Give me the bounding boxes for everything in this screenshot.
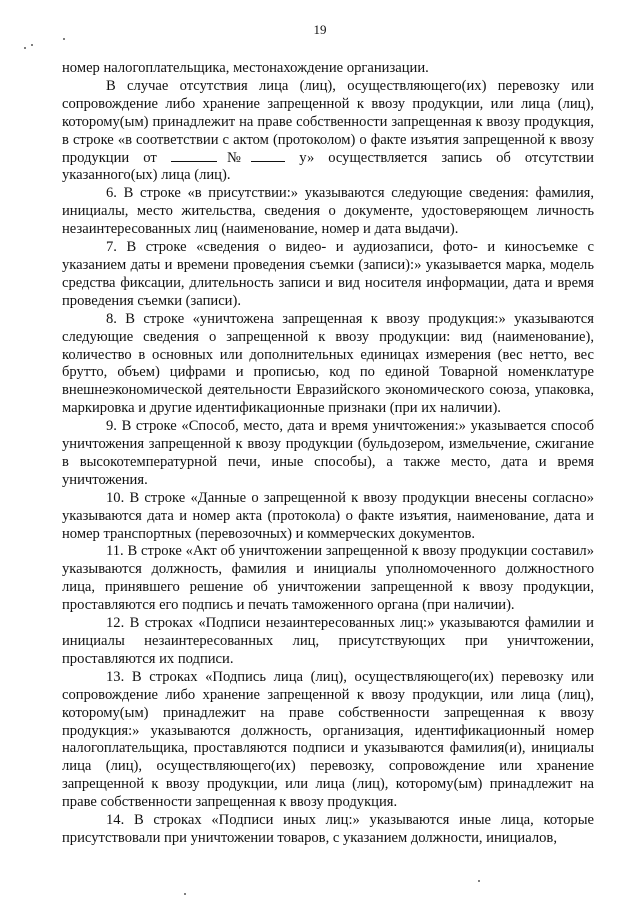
paragraph-item-12: 12. В строках «Подписи незаинтересованных лиц:» указываются фамилии и инициалы незаинтересованных лиц, присутствующих при уничтожении, проставляются их подписи. <box>62 615 594 667</box>
paragraph-item-6: 6. В строке «в присутствии:» указываются следующие сведения: фамилия, инициалы, место жительства, сведения о документе, удостоверяющем личность незаинтересованных лиц (наименование, номер и дата выдачи). <box>62 185 594 238</box>
scan-speck <box>63 38 65 40</box>
paragraph-item-11: 11. В строке «Акт об уничтожении запрещенной к ввозу продукции составил» указываются должность, фамилия и инициалы уполномоченного должностного лица, принявшего решение об уничтожении запрещенной к ввозу продукции, проставляются его подпись и печать таможенного органа (при наличии). <box>62 543 594 614</box>
scan-speck <box>24 47 26 49</box>
paragraph-item-8: 8. В строке «уничтожена запрещенная к ввозу продукция:» указываются следующие сведения о запрещенной к ввозу продукции: вид (наименование), количество в основных или дополнительных единицах измерения (вес нетто, вес брутто, объем) цифрами и прописью, код по единой Товарной номенклатуре внешнеэкономической деятельности Евразийского экономического союза, упаковка, маркировка и другие идентификационные признаки (при их наличии). <box>62 310 594 417</box>
scan-speck <box>184 893 186 895</box>
page-number: 19 <box>313 22 327 37</box>
paragraph-item-10: 10. В строке «Данные о запрещенной к ввозу продукции внесены согласно» указываются дата и номер акта (протокола) о факте изъятия, наименование, дата и номер транспортных (перевозочных) и коммерческих документов. <box>62 489 594 542</box>
paragraph-item-13: 13. В строках «Подпись лица (лиц), осуществляющего(их) перевозку или сопровождение либо хранение запрещенной к ввозу продукции, или лица (лиц), которому(ым) принадлежит на праве собственности запрещенная к ввозу продукция:» указываются должность, организация, идентификационный номер налогоплательщика, проставляются подписи и указываются фамилия(и), инициалы лица (лиц), осуществляющего(их) перевозку, сопровождение или хранение запрещенной к ввозу продукции, или лица (лиц), которому(ым) принадлежит на праве собственности запрещенная к ввозу продукция. <box>62 668 594 811</box>
paragraph-continuation: номер налогоплательщика, местонахождение организации. <box>62 60 429 76</box>
paragraph-absent-person-start: В случае отсутствия лица (лиц), осуществляющего(их) перевозку или сопровождение либо хранение запрещенной к ввозу продукции, или лица (лиц), которому(ым) принадлежит на праве собственности запрещенная к ввозу продукция, в строке «в соответствии с актом (протоколом) о факте изъятия запрещенной к ввозу продукции от <box>62 77 594 166</box>
paragraph-item-9: 9. В строке «Способ, место, дата и время уничтожения:» указывается способ уничтожения запрещенной к ввозу продукции (бульдозером, измельчение, сжигание в высокотемпературной печи, иные способы), а также место, дата и время уничтожения. <box>62 418 594 488</box>
number-blank-line <box>251 150 285 162</box>
scan-speck <box>31 44 33 46</box>
paragraph-absent-person-end: у» осуществляется запись об отсутствии указанного(ых) лица (лиц). <box>62 149 594 184</box>
date-blank-line <box>171 150 217 162</box>
document-body <box>62 60 594 848</box>
paragraph-item-7: 7. В строке «сведения о видео- и аудиозаписи, фото- и киносъемке с указанием даты и времени проведения съемки (записи):» указывается марка, модель средства фиксации, длительность записи и вид носителя информации, дата и время проведения съемки (записи). <box>62 239 594 309</box>
number-sign: № <box>216 149 252 166</box>
paragraph-item-14: 14. В строках «Подписи иных лиц:» указываются иные лица, которые присутствовали при уничтожении товаров, с указанием должности, инициалов, <box>62 812 594 846</box>
scan-speck <box>478 880 480 882</box>
paragraph-absent-person <box>62 78 594 185</box>
